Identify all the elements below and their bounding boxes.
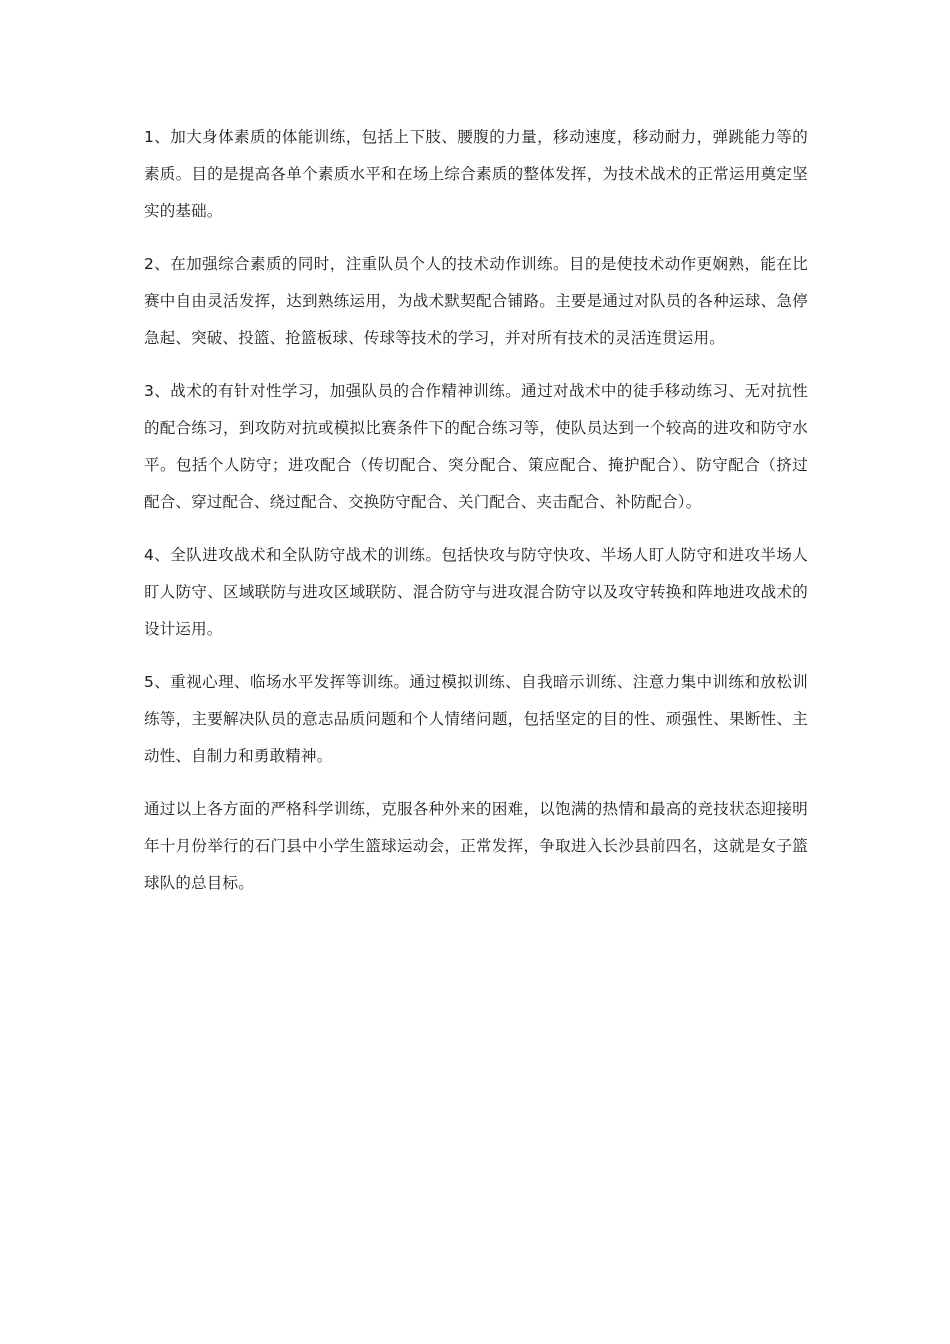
document-body <box>144 119 808 918</box>
paragraph-2: 2、在加强综合素质的同时，注重队员个人的技术动作训练。目的是使技术动作更娴熟，能在比赛中自由灵活发挥，达到熟练运用，为战术默契配合铺路。主要是通过对队员的各种运球、急停急起、突破、投篮、抢篮板球、传球等技术的学习，并对所有技术的灵活连贯运用。 <box>144 255 808 347</box>
paragraph-3: 3、战术的有针对性学习，加强队员的合作精神训练。通过对战术中的徒手移动练习、无对抗性的配合练习，到攻防对抗或模拟比赛条件下的配合练习等，使队员达到一个较高的进攻和防守水平。包括个人防守；进攻配合（传切配合、突分配合、策应配合、掩护配合）、防守配合（挤过配合、穿过配合、绕过配合、交换防守配合、关门配合、夹击配合、补防配合）。 <box>144 382 808 511</box>
paragraph-4: 4、全队进攻战术和全队防守战术的训练。包括快攻与防守快攻、半场人盯人防守和进攻半场人盯人防守、区域联防与进攻区域联防、混合防守与进攻混合防守以及攻守转换和阵地进攻战术的设计运用。 <box>144 546 808 638</box>
paragraph-5: 5、重视心理、临场水平发挥等训练。通过模拟训练、自我暗示训练、注意力集中训练和放松训练等，主要解决队员的意志品质问题和个人情绪问题，包括坚定的目的性、顽强性、果断性、主动性、自制力和勇敢精神。 <box>144 673 808 765</box>
paragraph-1: 1、加大身体素质的体能训练，包括上下肢、腰腹的力量，移动速度，移动耐力，弹跳能力等的素质。目的是提高各单个素质水平和在场上综合素质的整体发挥，为技术战术的正常运用奠定坚实的基础。 <box>144 128 808 220</box>
paragraph-summary: 通过以上各方面的严格科学训练，克服各种外来的困难，以饱满的热情和最高的竞技状态迎接明年十月份举行的石门县中小学生篮球运动会，正常发挥，争取进入长沙县前四名，这就是女子篮球队的总目标。 <box>144 800 808 892</box>
